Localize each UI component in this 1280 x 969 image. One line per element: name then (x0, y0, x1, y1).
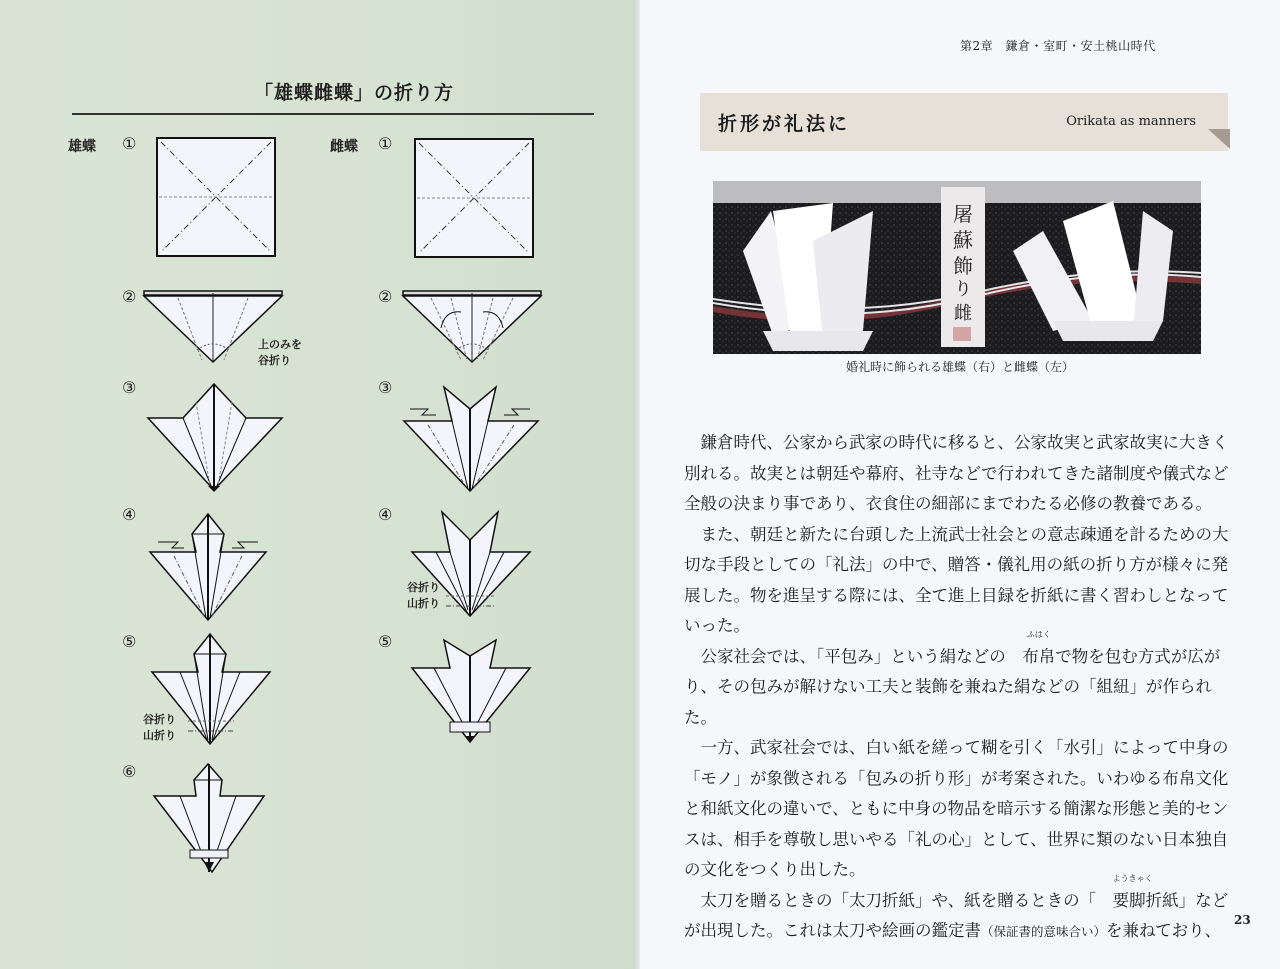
female-step-2-diagram (401, 288, 543, 364)
male-step-3-diagram (146, 382, 286, 492)
p3-after: で物を包む方式が広がり、その包みが解けない工夫と装飾を兼ねた絹などの「組紐」が作られた。 (684, 646, 1221, 727)
photo-caption: 婚礼時に飾られる雄蝶（右）と雌蝶（左） (845, 360, 1074, 374)
male-step-1-number: ① (122, 134, 137, 153)
female-step-4-number: ④ (378, 505, 393, 524)
photo-image (713, 181, 1201, 354)
female-step-2-number: ② (378, 287, 393, 306)
p5-middle: 折紙」などが出現した。これは太刀や絵画の鑑定書 (684, 890, 1229, 940)
female-step-5-diagram (410, 638, 534, 744)
section-title: 折形が礼法に (718, 113, 851, 135)
paragraph-2: また、朝廷と新たに台頭した上流武士社会との意志疎通を計るための大切な手段としての「礼法」の中で、贈答・儀礼用の紙の折り方が様々に発展した。物を進呈する際には、全て進上目録を折紙に書く習わしとなっていった。 (684, 524, 1229, 635)
female-step-1-diagram (413, 137, 535, 259)
male-step-5-fold-labels (143, 712, 176, 744)
male-step-3-number: ③ (122, 378, 137, 397)
female-step-3-diagram (402, 383, 542, 493)
male-step-4-number: ④ (122, 505, 137, 524)
svg-text:飾: 飾 (953, 254, 973, 278)
column-label-female: 雌蝶 (330, 139, 358, 155)
p5-after: を兼ねており、 (1106, 921, 1222, 940)
mountain-fold-label: 山折り (143, 729, 176, 742)
valley-fold-label: 谷折り (143, 713, 176, 726)
svg-text:蘇: 蘇 (953, 228, 973, 252)
female-step-1-number: ① (378, 134, 393, 153)
title-rule (72, 113, 594, 115)
paragraph-5 (684, 873, 1244, 948)
photo-ochou-mechou (713, 181, 1201, 354)
ruby-base: 布帛 (1022, 646, 1056, 666)
male-step-2-note (258, 337, 302, 369)
body-text (684, 428, 1244, 948)
photo-tag-char: 屠 (953, 202, 973, 226)
male-step-6-diagram (152, 762, 270, 874)
page-number: 23 (1234, 913, 1251, 927)
ruby-base: 要脚 (1112, 890, 1146, 910)
female-step-4-fold-labels (407, 580, 440, 612)
section-banner (700, 93, 1228, 151)
note-line-1: 上のみを (258, 338, 302, 351)
valley-fold-label: 谷折り (407, 581, 440, 594)
svg-text:雌: 雌 (954, 303, 972, 324)
male-step-6-number: ⑥ (122, 762, 137, 781)
section-subtitle: Orikata as manners (1066, 114, 1196, 129)
paragraph-4: 一方、武家社会では、白い紙を縒って糊を引く「水引」によって中身の「モノ」が象徴される「包みの折り形」が考案された。いわゆる布帛文化と和紙文化の違いで、ともに中身の物品を暗示する簡潔な形態と美的センスは、相手を尊敬し思いやる「礼の心」として、世界に類のない日本独自の文化をつくり出した。 (684, 738, 1229, 879)
banner-fold-corner (1208, 129, 1230, 149)
ruby-youkyaku (1096, 873, 1153, 917)
male-step-2-number: ② (122, 287, 137, 306)
left-page (0, 0, 637, 969)
svg-text:り: り (954, 279, 972, 300)
p3-before: 公家社会では、「平包み」という絹などの (700, 646, 1006, 666)
female-step-5-number: ⑤ (378, 632, 393, 651)
right-page (640, 0, 1280, 969)
female-step-3-number: ③ (378, 378, 393, 397)
male-step-5-number: ⑤ (122, 632, 137, 651)
paragraph-3 (684, 629, 1244, 734)
ruby-fuhaku (1006, 629, 1056, 673)
mountain-fold-label: 山折り (407, 597, 440, 610)
p5-before: 太刀を贈るときの「太刀折紙」や、紙を贈るときの「 (700, 890, 1097, 910)
p5-small-note: （保証書的意味合い） (981, 924, 1107, 939)
male-step-1-diagram (155, 136, 277, 258)
ruby-reading: ようきゃく (1112, 873, 1153, 883)
paragraph-1: 鎌倉時代、公家から武家の時代に移ると、公家故実と武家故実に大きく別れる。故実とは朝廷や幕府、社寺などで行われてきた諸制度や儀式など全般の決まり事であり、衣食住の細部にまでわたる必修の教養である。 (684, 433, 1229, 513)
ruby-reading: ふはく (1026, 629, 1051, 639)
note-line-2: 谷折り (258, 354, 291, 367)
running-head: 第2章 鎌倉・室町・安土桃山時代 (960, 39, 1156, 53)
column-label-male: 雄蝶 (68, 139, 96, 155)
male-step-4-diagram (148, 506, 278, 624)
diagram-page-title: 「雄蝶雌蝶」の折り方 (254, 82, 455, 104)
